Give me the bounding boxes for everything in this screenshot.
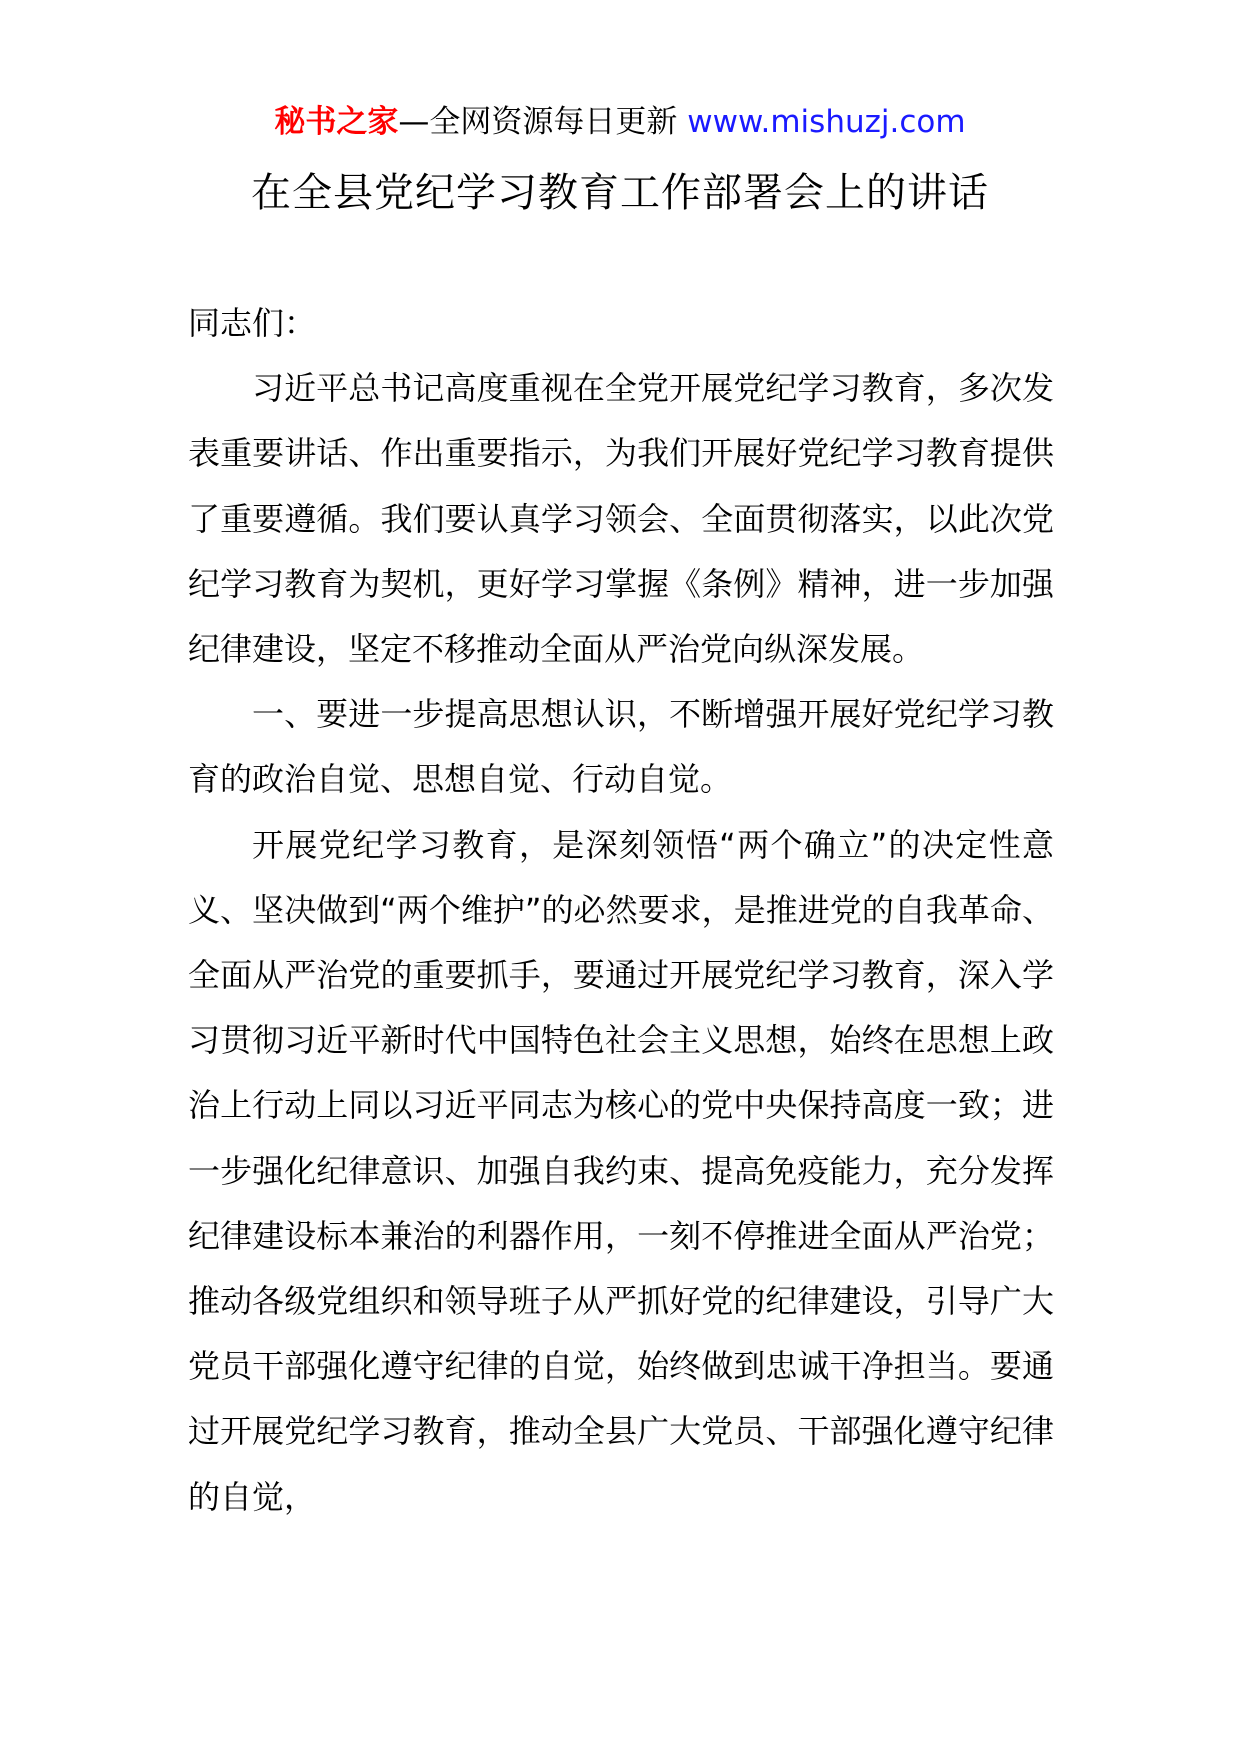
banner-tagline: —全网资源每日更新: [398, 104, 678, 140]
document-body: [188, 291, 1054, 1530]
site-url-link[interactable]: www.mishuzj.com: [687, 104, 966, 140]
site-banner: [0, 100, 1240, 144]
section-heading-1: 一、要进一步提高思想认识，不断增强开展好党纪学习教育的政治自觉、思想自觉、行动自觉。: [188, 695, 1054, 799]
salutation: 同志们：: [188, 304, 317, 342]
document-title: 在全县党纪学习教育工作部署会上的讲话: [251, 170, 989, 216]
paragraph-section-1: 开展党纪学习教育，是深刻领悟“两个确立”的决定性意义、坚决做到“两个维护”的必然要求，是推进党的自我革命、全面从严治党的重要抓手，要通过开展党纪学习教育，深入学习贯彻习近平新时代中国特色社会主义思想，始终在思想上政治上行动上同以习近平同志为核心的党中央保持高度一致；进一步强化纪律意识、加强自我约束、提高免疫能力，充分发挥纪律建设标本兼治的利器作用，一刻不停推进全面从严治党；推动各级党组织和领导班子从严抓好党的纪律建设，引导广大党员干部强化遵守纪律的自觉，始终做到忠诚干净担当。要通过开展党纪学习教育，推动全县广大党员、干部强化遵守纪律的自觉，: [188, 825, 1054, 1516]
paragraph-intro: 习近平总书记高度重视在全党开展党纪学习教育，多次发表重要讲话、作出重要指示，为我们开展好党纪学习教育提供了重要遵循。我们要认真学习领会、全面贯彻落实，以此次党纪学习教育为契机，更好学习掌握《条例》精神，进一步加强纪律建设，坚定不移推动全面从严治党向纵深发展。: [188, 369, 1054, 669]
brand-name: 秘书之家: [274, 104, 399, 140]
